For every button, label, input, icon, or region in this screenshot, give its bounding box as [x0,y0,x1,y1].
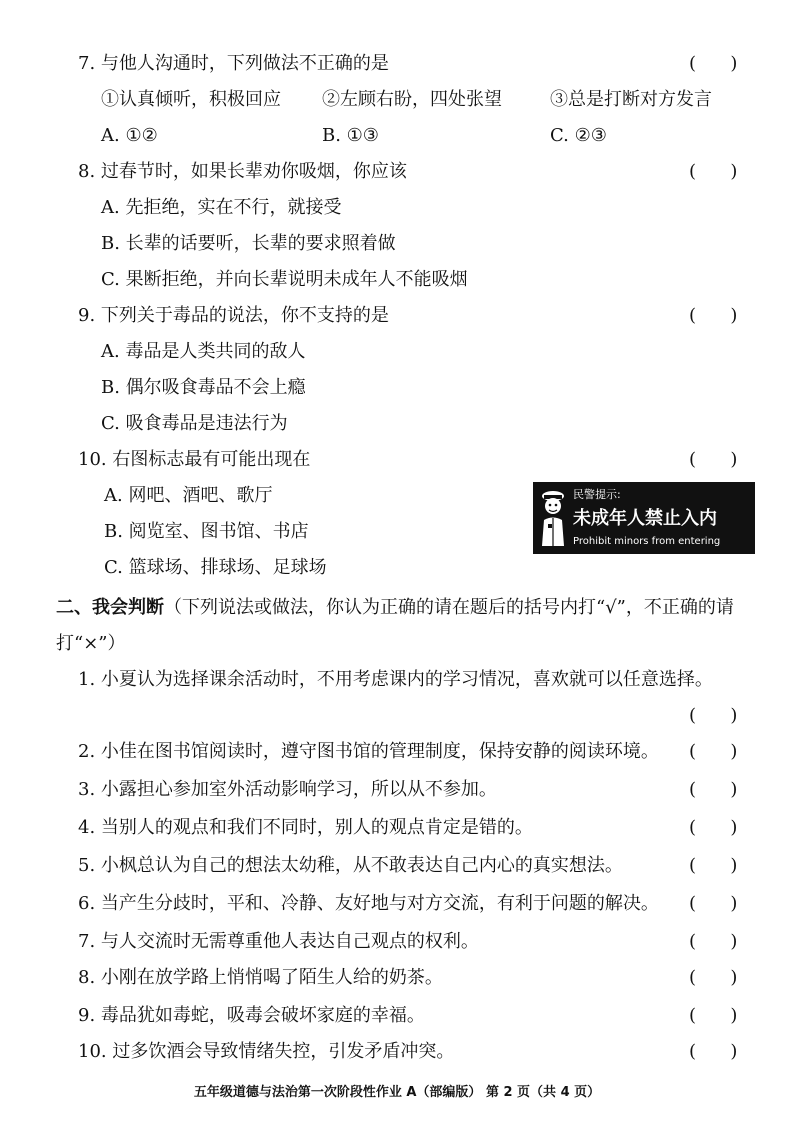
judge-item-9: 9. 毒品犹如毒蛇，吸毒会破坏家庭的幸福。 [78,1005,425,1026]
q9-option-c: C. 吸食毒品是违法行为 [101,413,288,434]
sign-hint: 民警提示: [573,488,621,501]
judge-1-answer-paren[interactable]: ( ) [689,705,738,726]
q9-stem: 9. 下列关于毒品的说法，你不支持的是 [78,305,389,326]
section-2-instructions: （下列说法或做法，你认为正确的请在题后的括号内打“√”，不正确的请 [164,597,734,618]
q10-option-c: C. 篮球场、排球场、足球场 [104,557,327,578]
judge-6-answer-paren[interactable]: ( ) [689,893,738,914]
judge-10-answer-paren[interactable]: ( ) [689,1041,738,1062]
police-officer-icon [537,488,569,548]
judge-item-8: 8. 小刚在放学路上悄悄喝了陌生人给的奶茶。 [78,967,443,988]
q7-option-a: A. ①② [101,125,158,146]
section-2-heading [56,596,734,620]
q9-answer-paren[interactable]: ( ) [689,305,738,326]
q7-stem: 7. 与他人沟通时，下列做法不正确的是 [78,53,389,74]
q8-answer-paren[interactable]: ( ) [689,161,738,182]
judge-item-7: 7. 与人交流时无需尊重他人表达自己观点的权利。 [78,931,479,952]
q7-statement-2: ②左顾右盼，四处张望 [322,89,502,110]
judge-item-10: 10. 过多饮酒会导致情绪失控，引发矛盾冲突。 [78,1041,455,1062]
q10-option-b: B. 阅览室、图书馆、书店 [104,521,309,542]
q9-option-b: B. 偶尔吸食毒品不会上瘾 [101,377,306,398]
judge-item-3: 3. 小露担心参加室外活动影响学习，所以从不参加。 [78,779,497,800]
judge-8-answer-paren[interactable]: ( ) [689,967,738,988]
q10-option-a: A. 网吧、酒吧、歌厅 [104,485,273,506]
judge-9-answer-paren[interactable]: ( ) [689,1005,738,1026]
q7-statement-3: ③总是打断对方发言 [550,89,712,110]
judge-item-2: 2. 小佳在图书馆阅读时，遵守图书馆的管理制度，保持安静的阅读环境。 [78,741,659,762]
judge-4-answer-paren[interactable]: ( ) [689,817,738,838]
q7-option-b: B. ①③ [322,125,379,146]
judge-item-5: 5. 小枫总认为自己的想法太幼稚，从不敢表达自己内心的真实想法。 [78,855,623,876]
q8-option-b: B. 长辈的话要听，长辈的要求照着做 [101,233,396,254]
q8-option-c: C. 果断拒绝，并向长辈说明未成年人不能吸烟 [101,269,468,290]
judge-item-4: 4. 当别人的观点和我们不同时，别人的观点肯定是错的。 [78,817,533,838]
sign-english-text: Prohibit minors from entering [573,536,721,547]
q10-answer-paren[interactable]: ( ) [689,449,738,470]
q7-answer-paren[interactable]: ( ) [689,53,738,74]
section-2-title: 二、我会判断 [56,597,164,618]
q7-option-c: C. ②③ [550,125,607,146]
q8-stem: 8. 过春节时，如果长辈劝你吸烟，你应该 [78,161,407,182]
judge-7-answer-paren[interactable]: ( ) [689,931,738,952]
q7-statement-1: ①认真倾听，积极回应 [101,89,281,110]
section-2-instructions-cont: 打“×”） [56,633,126,654]
judge-item-1: 1. 小夏认为选择课余活动时，不用考虑课内的学习情况，喜欢就可以任意选择。 [78,669,713,690]
judge-2-answer-paren[interactable]: ( ) [689,741,738,762]
q10-stem: 10. 右图标志最有可能出现在 [78,449,311,470]
judge-3-answer-paren[interactable]: ( ) [689,779,738,800]
judge-item-6: 6. 当产生分歧时，平和、冷静、友好地与对方交流，有利于问题的解决。 [78,893,659,914]
q9-option-a: A. 毒品是人类共同的敌人 [101,341,306,362]
sign-main-text: 未成年人禁止入内 [573,508,717,529]
minors-prohibited-sign [533,482,755,554]
q8-option-a: A. 先拒绝，实在不行，就接受 [101,197,342,218]
page-footer: 五年级道德与法治第一次阶段性作业 A（部编版） 第 2 页（共 4 页） [193,1085,601,1100]
judge-5-answer-paren[interactable]: ( ) [689,855,738,876]
